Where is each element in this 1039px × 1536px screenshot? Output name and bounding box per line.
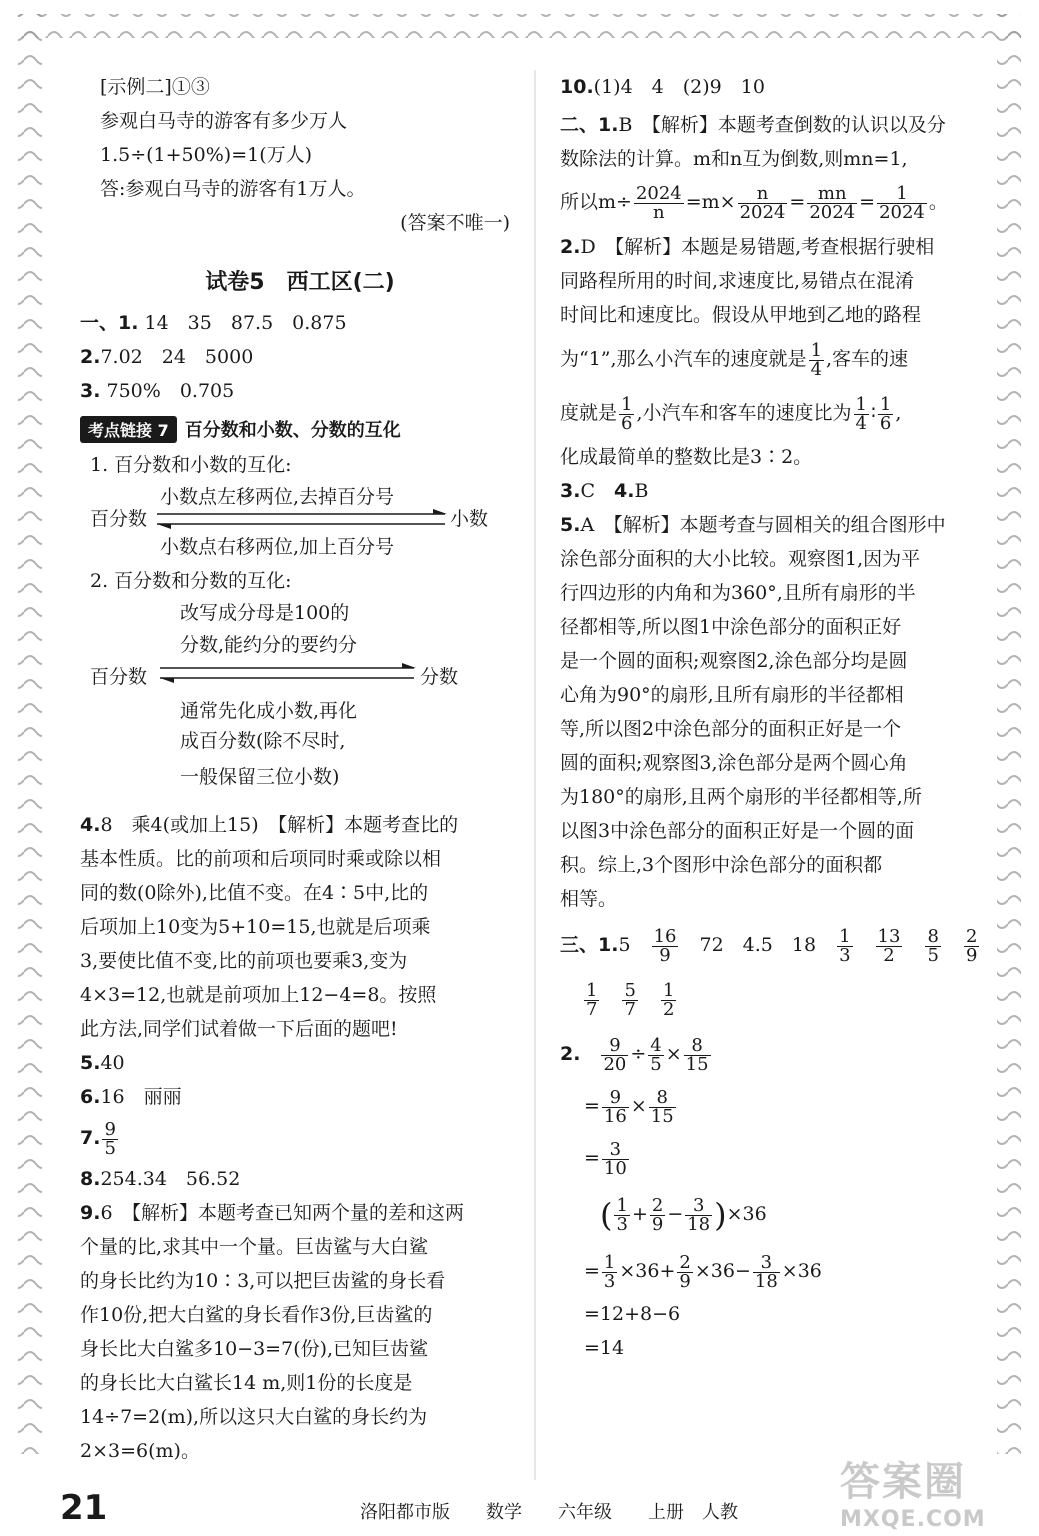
knowledge-link-header [80, 414, 520, 444]
kp1-conversion-diagram [80, 482, 520, 560]
answer-s2-q3-q4 [560, 474, 1000, 508]
fraction: $\frac{1}{2}$ [662, 979, 675, 1020]
explanation-line: 是一个圆的面积;观察图2,涂色部分均是圆 [560, 650, 908, 672]
fraction: $\frac{13}{2}$ [877, 925, 901, 966]
explanation-line: A 【解析】本题考查与圆相关的组合图形中 [580, 514, 946, 536]
explanation-line: 积。综上,3个图形中涂色部分的面积都 [560, 854, 883, 876]
explanation-line: 度就是 $\frac{1}{6}$ ,小汽车和客车的速度比为 $\frac{1}{4}$ ∶ $\frac{1}{6}$ , [560, 393, 902, 434]
explanation-line: 3,要使比值不变,比的前项也要乘3,变为 [80, 950, 408, 972]
calc-line: =14 [584, 1337, 625, 1359]
question-number: 5. [560, 514, 581, 536]
answer-s3-q1-row2 [560, 972, 1000, 1026]
answer-s1-q5 [80, 1046, 520, 1080]
answer-s1-q6 [80, 1080, 520, 1114]
fraction: $\frac{1}{6}$ [879, 393, 892, 434]
kp1-title: 1. 百分数和小数的互化: [90, 454, 292, 476]
fraction: $\frac{9}{5}$ [104, 1118, 116, 1159]
calc-line: = $\frac{1}{3}$ ×36+ $\frac{2}{9}$ ×36− $\frac{3}{18}$ ×36 [584, 1251, 822, 1292]
explanation-line: 同路程所用的时间,求速度比,易错点在混淆 [560, 270, 915, 292]
answer-s1-q7 [80, 1114, 520, 1162]
question-number: 4. [80, 814, 101, 836]
answer-text: B [634, 480, 649, 502]
kp2-arrows [158, 662, 420, 686]
question-number: 2. [80, 346, 101, 368]
calc-line: = $\frac{9}{16}$ × $\frac{8}{15}$ [584, 1086, 674, 1127]
answer-s1-q10 [560, 70, 1000, 104]
calc-line: =12+8−6 [584, 1303, 681, 1325]
explanation-line: 基本性质。比的前项和后项同时乘或除以相 [80, 848, 442, 870]
kp1-bottom-text: 小数点右移两位,加上百分号 [160, 536, 395, 558]
question-number: 3. [80, 380, 101, 402]
explanation-line: 此方法,同学们试着做一下后面的题吧! [80, 1018, 398, 1040]
explanation-line: 为180°的扇形,且两个扇形的半径都相等,所 [560, 786, 922, 808]
explanation-line: 行四边形的内角和为360°,且所有扇形的半 [560, 582, 916, 604]
left-column [80, 70, 520, 1468]
watermark-logo [840, 1450, 986, 1532]
answer-s1-q1 [80, 306, 520, 340]
answer-s1-q9 [80, 1196, 520, 1468]
kp2-title: 2. 百分数和分数的互化: [90, 570, 292, 592]
fraction: $\frac{5}{7}$ [624, 979, 636, 1020]
example-answer: 答:参观白马寺的游客有1万人。 [100, 178, 366, 200]
watermark-line1: 答案圈 [840, 1459, 966, 1505]
watermark-line2: MXQE.COM [840, 1507, 986, 1532]
explanation-line: 作10份,把大白鲨的身长看作3份,巨齿鲨的 [80, 1304, 433, 1326]
edition-label: 洛阳都市版 [360, 1502, 450, 1523]
calc-line: ( $\frac{1}{3}$ + $\frac{2}{9}$ − $\frac{3}{18}$ )×36 [600, 1194, 767, 1235]
answer-text: 14 35 87.5 0.875 [144, 312, 347, 334]
publisher-label: 人教 [702, 1502, 738, 1523]
explanation-line: 4×3=12,也就是前项加上12−4=8。按照 [80, 984, 437, 1006]
explanation-line: 为“1”,那么小汽车的速度就是 $\frac{1}{4}$ ,客车的速 [560, 339, 909, 380]
fraction: $\frac{1}{4}$ [810, 339, 823, 380]
kp1-top-text: 小数点左移两位,去掉百分号 [160, 486, 395, 508]
kp2-top-line2: 分数,能约分的要约分 [180, 634, 358, 656]
answer-s3-q1-row1: 三、1.5 $\frac{16}{9}$ 72 4.5 18 $\frac{1}{3}$ $\frac{13}{2}$ $\frac{8}{5}$ $\frac{2}{9}$ [560, 925, 978, 966]
explanation-line: 时间比和速度比。假设从甲地到乙地的路程 [560, 304, 922, 326]
answer-s2-q5 [560, 508, 1000, 916]
kp1-arrows [155, 508, 450, 532]
kp1-right-label: 小数 [450, 508, 489, 530]
right-column [560, 70, 1000, 1365]
calc-line: = $\frac{3}{10}$ [584, 1138, 627, 1179]
question-number: 2. [560, 1043, 581, 1065]
question-number: 2. [560, 236, 581, 258]
explanation-line: 的身长比约为10∶3,可以把巨齿鲨的身长看 [80, 1270, 446, 1292]
explanation-line: D 【解析】本题是易错题,考查根据行驶相 [580, 236, 935, 258]
answer-s2-q1 [560, 108, 1000, 228]
explanation-line: 径都相等,所以图1中涂色部分的面积正好 [560, 616, 902, 638]
question-number: 6. [80, 1086, 101, 1108]
answer-s1-q3 [80, 374, 520, 408]
question-number: 9. [80, 1202, 101, 1224]
kp2-top-line1: 改写成分母是100的 [180, 602, 350, 624]
fraction: $\frac{mn}{2024}$ [809, 182, 856, 223]
volume-label: 上册 [648, 1502, 684, 1523]
answer-text: 254.34 56.52 [100, 1168, 241, 1190]
explanation-line: 相等。 [560, 888, 618, 910]
answer-s1-q2 [80, 340, 520, 374]
kp2-bottom-line2: 成百分数(除不尽时, [180, 730, 346, 752]
explanation-line: 同的数(0除外),比值不变。在4∶5中,比的 [80, 882, 429, 904]
knowledge-link-tag: 考点链接 7 [80, 416, 177, 443]
answer-s3-q2 [560, 1028, 1000, 1365]
question-number: 8. [80, 1168, 101, 1190]
answer-text: 40 [100, 1052, 125, 1074]
fraction: $\frac{2024}{n}$ [635, 182, 682, 223]
example-question: 参观白马寺的游客有多少万人 [100, 110, 348, 132]
question-number: 10. [560, 76, 594, 98]
answer-text: 750% 0.705 [106, 380, 235, 402]
answer-text: C [580, 480, 595, 502]
explanation-line: 心角为90°的扇形,且所有扇形的半径都相 [560, 684, 904, 706]
answer-text: 7.02 24 5000 [100, 346, 254, 368]
kp2-conversion-diagram [80, 598, 520, 768]
answer-text: (1)4 4 (2)9 10 [593, 76, 765, 98]
fraction: $\frac{1}{4}$ [855, 393, 867, 434]
example-heading: [示例二]①③ [100, 76, 210, 98]
fraction: $\frac{1}{6}$ [621, 393, 633, 434]
fraction: $\frac{16}{9}$ [653, 925, 677, 966]
question-number: 三、1. [560, 934, 619, 956]
answer-text: 16 丽丽 [100, 1086, 182, 1108]
fraction: $\frac{1}{7}$ [586, 979, 598, 1020]
answer-s2-q2 [560, 230, 1000, 474]
explanation-line: 6 【解析】本题考查已知两个量的差和这两 [100, 1202, 465, 1224]
explanation-line: 2×3=6(m)。 [80, 1440, 200, 1462]
fraction: $\frac{8}{5}$ [927, 925, 939, 966]
page-number: 21 [60, 1488, 108, 1528]
question-number: 4. [614, 480, 635, 502]
answer-s1-q8 [80, 1162, 520, 1196]
answer-s1-q4 [80, 808, 520, 1046]
example-note: (答案不唯一) [400, 212, 510, 234]
explanation-line: 后项加上10变为5+10=15,也就是后项乘 [80, 916, 431, 938]
grade-label: 六年级 [558, 1502, 612, 1523]
fraction: $\frac{1}{3}$ [839, 925, 851, 966]
explanation-line: 8 乘4(或加上15) 【解析】本题考查比的 [100, 814, 459, 836]
footer-info [360, 1498, 738, 1524]
explanation-equation: 所以m÷ $\frac{2024}{n}$ =m× $\frac{n}{2024}$ = $\frac{mn}{2024}$ = $\frac{1}{2024}$ 。 [560, 182, 948, 223]
subject-label: 数学 [486, 1502, 522, 1523]
question-number: 二、1. [560, 114, 619, 136]
explanation-line: 涂色部分面积的大小比较。观察图1,因为平 [560, 548, 921, 570]
explanation-line: 等,所以图2中涂色部分的面积正好是一个 [560, 718, 902, 740]
kp1-left-label: 百分数 [90, 508, 148, 530]
explanation-line: 化成最简单的整数比是3∶2。 [560, 446, 813, 468]
section-title: 试卷5 西工区(二) [205, 270, 395, 295]
fraction: $\frac{2}{9}$ [965, 925, 978, 966]
explanation-line: 以图3中涂色部分的面积正好是一个圆的面 [560, 820, 915, 842]
fraction: $\frac{n}{2024}$ [739, 182, 786, 223]
explanation-line: B 【解析】本题考查倒数的认识以及分 [618, 114, 946, 136]
explanation-line: 个量的比,求其中一个量。巨齿鲨与大白鲨 [80, 1236, 429, 1258]
fraction: $\frac{1}{2024}$ [879, 182, 925, 223]
explanation-line: 数除法的计算。m和n互为倒数,则mn=1, [560, 148, 908, 170]
calc-line: 2. $\frac{9}{20}$ ÷ $\frac{4}{5}$ × $\frac{8}{15}$ [560, 1034, 709, 1075]
question-number: 5. [80, 1052, 101, 1074]
explanation-line: 圆的面积;观察图3,涂色部分是两个圆心角 [560, 752, 908, 774]
explanation-line: 14÷7=2(m),所以这只大白鲨的身长约为 [80, 1406, 428, 1428]
knowledge-link-title: 百分数和小数、分数的互化 [184, 420, 401, 441]
kp2-left-label: 百分数 [90, 666, 148, 688]
question-number: 一、1. [80, 312, 139, 334]
kp2-right-label: 分数 [420, 666, 459, 688]
question-number: 3. [560, 480, 581, 502]
question-number: 7. [80, 1127, 101, 1149]
kp2-bottom-line3: 一般保留三位小数) [180, 766, 340, 788]
example-calculation: 1.5÷(1+50%)=1(万人) [100, 144, 313, 166]
explanation-line: 身长比大白鲨多10−3=7(份),已知巨齿鲨 [80, 1338, 429, 1360]
explanation-line: 的身长比大白鲨长14 m,则1份的长度是 [80, 1372, 413, 1394]
kp2-bottom-line1: 通常先化成小数,再化 [180, 700, 358, 722]
